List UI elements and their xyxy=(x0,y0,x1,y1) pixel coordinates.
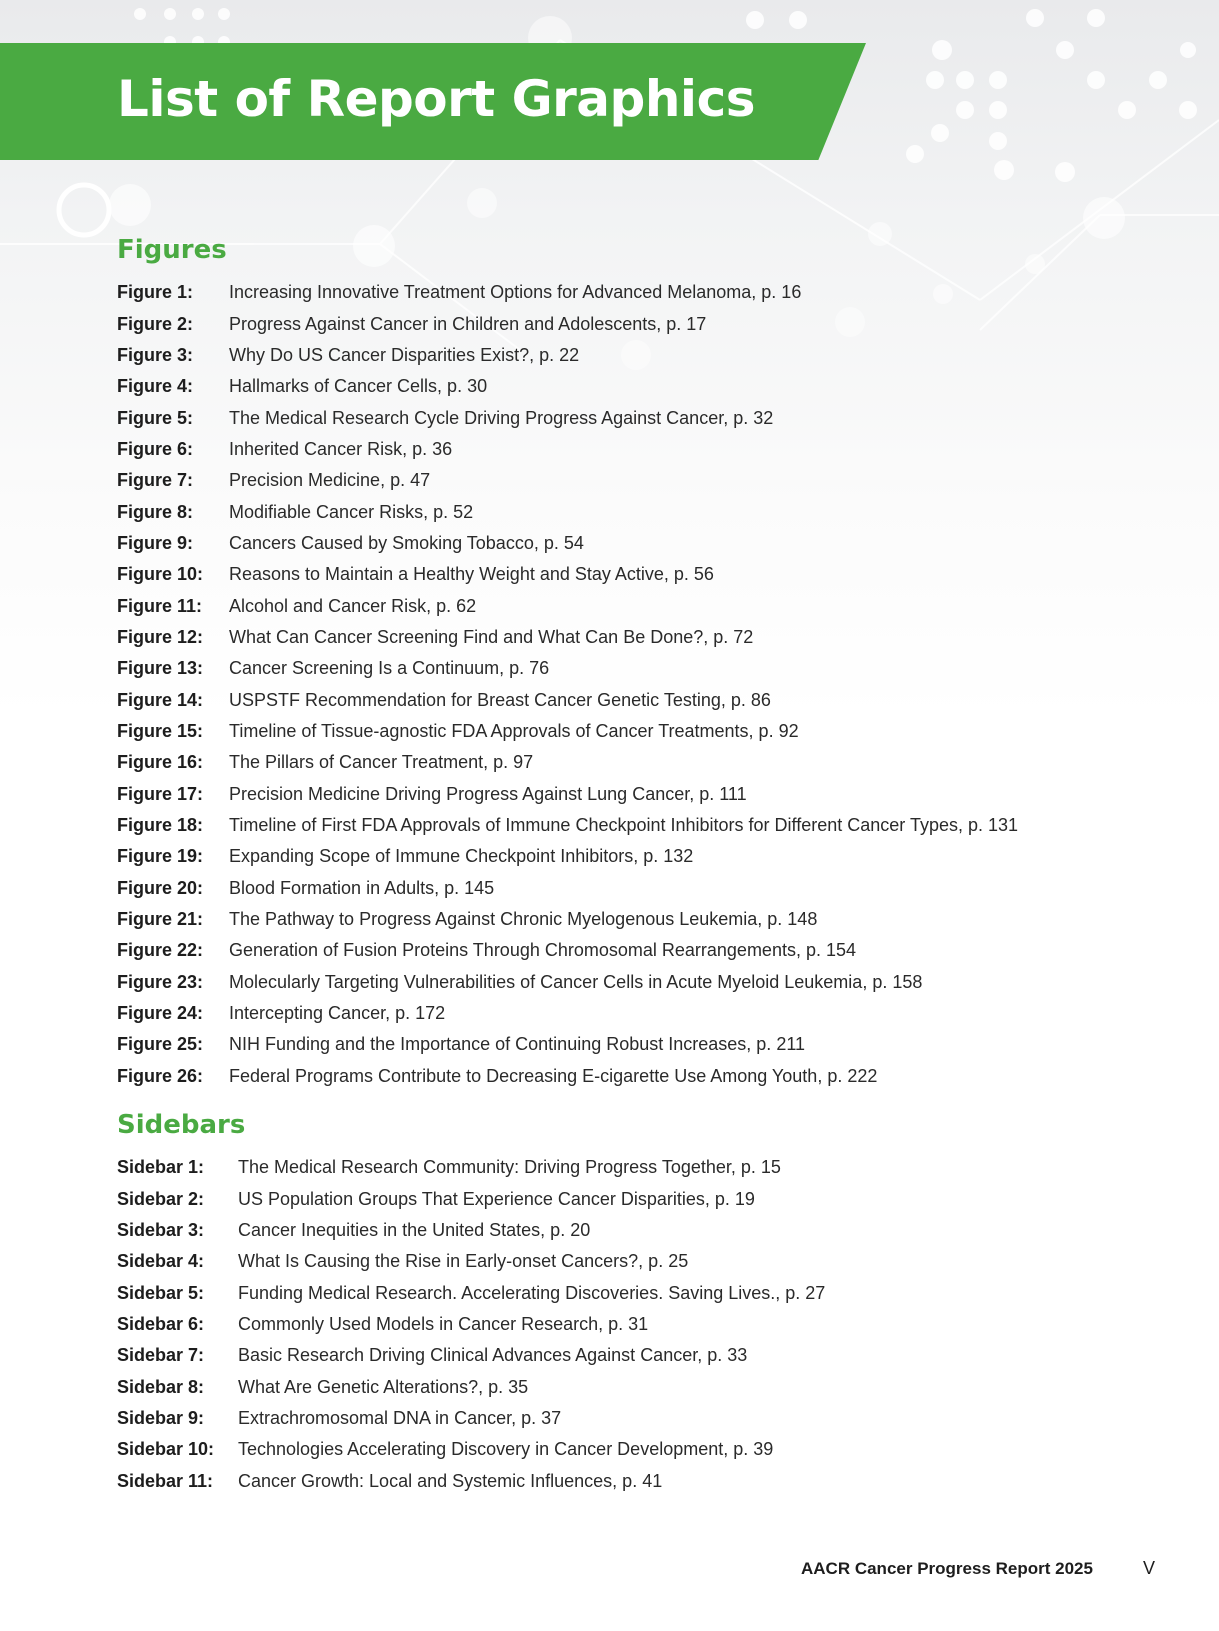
figure-item-title: Precision Medicine, p. 47 xyxy=(229,470,431,491)
figure-item-label: Figure 15: xyxy=(117,720,204,741)
sidebar-item xyxy=(117,1309,825,1340)
sidebar-item xyxy=(117,1340,825,1371)
figure-item xyxy=(117,904,1018,935)
sidebars-heading: Sidebars xyxy=(117,1110,246,1140)
figure-item-title: Timeline of Tissue-agnostic FDA Approvals of Cancer Treatments, p. 92 xyxy=(229,720,799,741)
figure-item-title: Generation of Fusion Proteins Through Chromosomal Rearrangements, p. 154 xyxy=(229,940,857,961)
figure-item-label: Figure 11: xyxy=(117,595,203,616)
figure-item-label: Figure 10: xyxy=(117,564,204,585)
figure-item-title: What Can Cancer Screening Find and What Can Be Done?, p. 72 xyxy=(229,626,754,647)
figure-item xyxy=(117,967,1018,998)
sidebar-item-label: Sidebar 7: xyxy=(117,1345,205,1366)
figure-item-label: Figure 18: xyxy=(117,815,204,836)
figure-item-title: Blood Formation in Adults, p. 145 xyxy=(229,877,495,898)
figure-item-title: USPSTF Recommendation for Breast Cancer Genetic Testing, p. 86 xyxy=(229,689,771,710)
figure-item xyxy=(117,496,1018,527)
figure-item-title: Expanding Scope of Immune Checkpoint Inhibitors, p. 132 xyxy=(229,846,694,867)
figure-item-label: Figure 23: xyxy=(117,971,204,992)
figure-item xyxy=(117,434,1018,465)
figure-item xyxy=(117,402,1018,433)
figure-item-label: Figure 5: xyxy=(117,407,194,428)
sidebar-item xyxy=(117,1215,825,1246)
figure-item-title: NIH Funding and the Importance of Continuing Robust Increases, p. 211 xyxy=(229,1034,806,1055)
figures-heading: Figures xyxy=(117,235,227,265)
sidebar-item-label: Sidebar 10: xyxy=(117,1439,215,1460)
sidebar-item-label: Sidebar 5: xyxy=(117,1282,205,1303)
sidebar-item xyxy=(117,1152,825,1183)
figure-item xyxy=(117,1061,1018,1092)
figure-item xyxy=(117,308,1018,339)
figure-item xyxy=(117,1029,1018,1060)
sidebar-item xyxy=(117,1465,825,1496)
figure-item-title: Inherited Cancer Risk, p. 36 xyxy=(229,438,453,459)
figure-item xyxy=(117,716,1018,747)
sidebar-item-title: What Is Causing the Rise in Early-onset Cancers?, p. 25 xyxy=(238,1251,689,1272)
figure-item xyxy=(117,841,1018,872)
figure-item-title: The Pathway to Progress Against Chronic Myelogenous Leukemia, p. 148 xyxy=(229,909,818,930)
figure-item xyxy=(117,528,1018,559)
figure-item-title: Molecularly Targeting Vulnerabilities of Cancer Cells in Acute Myeloid Leukemia, p. 158 xyxy=(229,971,923,992)
figure-item-label: Figure 20: xyxy=(117,877,204,898)
figure-item-title: The Pillars of Cancer Treatment, p. 97 xyxy=(229,752,534,773)
figure-item-label: Figure 4: xyxy=(117,376,194,397)
figure-item-title: The Medical Research Cycle Driving Progress Against Cancer, p. 32 xyxy=(229,407,774,428)
figure-item-title: Cancers Caused by Smoking Tobacco, p. 54 xyxy=(229,532,584,553)
figure-item-title: Timeline of First FDA Approvals of Immune Checkpoint Inhibitors for Different Cancer Types, p. 131 xyxy=(229,815,1019,836)
figure-item-title: Alcohol and Cancer Risk, p. 62 xyxy=(229,595,477,616)
sidebar-item-label: Sidebar 3: xyxy=(117,1219,205,1240)
figure-item-label: Figure 19: xyxy=(117,846,204,867)
figure-item xyxy=(117,653,1018,684)
sidebar-item-label: Sidebar 6: xyxy=(117,1313,205,1334)
sidebars-list xyxy=(117,1152,825,1497)
page-number: V xyxy=(1143,1558,1156,1578)
figure-item-label: Figure 9: xyxy=(117,532,194,553)
sidebar-item xyxy=(117,1277,825,1308)
figure-item xyxy=(117,998,1018,1029)
figure-item-label: Figure 13: xyxy=(117,658,204,679)
figure-item-title: Hallmarks of Cancer Cells, p. 30 xyxy=(229,376,488,397)
sidebar-item-title: Funding Medical Research. Accelerating Discoveries. Saving Lives., p. 27 xyxy=(238,1282,826,1303)
sidebar-item-label: Sidebar 8: xyxy=(117,1376,205,1397)
sidebar-item-title: Basic Research Driving Clinical Advances Against Cancer, p. 33 xyxy=(238,1345,748,1366)
figure-item xyxy=(117,747,1018,778)
sidebar-item-title: What Are Genetic Alterations?, p. 35 xyxy=(238,1376,529,1397)
sidebar-item-label: Sidebar 11: xyxy=(117,1470,214,1491)
sidebar-item-title: Technologies Accelerating Discovery in Cancer Development, p. 39 xyxy=(238,1439,774,1460)
figure-item xyxy=(117,810,1018,841)
sidebar-item-label: Sidebar 4: xyxy=(117,1251,205,1272)
figure-item xyxy=(117,340,1018,371)
figure-item xyxy=(117,684,1018,715)
figure-item-label: Figure 7: xyxy=(117,470,194,491)
figure-item-label: Figure 24: xyxy=(117,1003,204,1024)
sidebar-item-title: Commonly Used Models in Cancer Research, p. 31 xyxy=(238,1313,649,1334)
figure-item-title: Why Do US Cancer Disparities Exist?, p. 22 xyxy=(229,344,580,365)
sidebar-item-label: Sidebar 2: xyxy=(117,1188,205,1209)
figure-item-title: Precision Medicine Driving Progress Against Lung Cancer, p. 111 xyxy=(229,783,747,804)
sidebar-item-title: US Population Groups That Experience Cancer Disparities, p. 19 xyxy=(238,1188,755,1209)
figure-item-label: Figure 26: xyxy=(117,1065,204,1086)
figure-item xyxy=(117,465,1018,496)
page-title: List of Report Graphics xyxy=(117,70,755,128)
figure-item-title: Cancer Screening Is a Continuum, p. 76 xyxy=(229,658,550,679)
footer-report-title: AACR Cancer Progress Report 2025 xyxy=(801,1559,1093,1578)
sidebar-item xyxy=(117,1371,825,1402)
figure-item-label: Figure 12: xyxy=(117,626,204,647)
figure-item-title: Progress Against Cancer in Children and Adolescents, p. 17 xyxy=(229,313,707,334)
figure-item xyxy=(117,277,1018,308)
figure-item-label: Figure 8: xyxy=(117,501,194,522)
figure-item-label: Figure 21: xyxy=(117,909,204,930)
sidebar-item-title: Cancer Inequities in the United States, p. 20 xyxy=(238,1219,591,1240)
figure-item-label: Figure 2: xyxy=(117,313,194,334)
sidebar-item xyxy=(117,1246,825,1277)
sidebar-item-label: Sidebar 9: xyxy=(117,1407,205,1428)
figure-item-label: Figure 22: xyxy=(117,940,204,961)
figure-item xyxy=(117,622,1018,653)
figure-item-label: Figure 14: xyxy=(117,689,204,710)
figure-item xyxy=(117,779,1018,810)
figure-item-title: Increasing Innovative Treatment Options for Advanced Melanoma, p. 16 xyxy=(229,282,802,303)
sidebar-item xyxy=(117,1434,825,1465)
figure-item-title: Modifiable Cancer Risks, p. 52 xyxy=(229,501,474,522)
figure-item-label: Figure 3: xyxy=(117,344,194,365)
figure-item xyxy=(117,590,1018,621)
figure-item-title: Intercepting Cancer, p. 172 xyxy=(229,1003,446,1024)
figure-item-label: Figure 16: xyxy=(117,752,204,773)
figure-item-title: Reasons to Maintain a Healthy Weight and Stay Active, p. 56 xyxy=(229,564,714,585)
figure-item xyxy=(117,935,1018,966)
sidebar-item xyxy=(117,1403,825,1434)
figure-item-label: Figure 1: xyxy=(117,282,194,303)
figure-item-label: Figure 17: xyxy=(117,783,204,804)
figure-item xyxy=(117,371,1018,402)
figure-item-label: Figure 6: xyxy=(117,438,194,459)
figures-list xyxy=(117,277,1018,1092)
figure-item xyxy=(117,873,1018,904)
sidebar-item-title: Cancer Growth: Local and Systemic Influences, p. 41 xyxy=(238,1470,663,1491)
sidebar-item-title: Extrachromosomal DNA in Cancer, p. 37 xyxy=(238,1407,562,1428)
sidebar-item-label: Sidebar 1: xyxy=(117,1157,205,1178)
sidebar-item xyxy=(117,1183,825,1214)
figure-item xyxy=(117,559,1018,590)
figure-item-label: Figure 25: xyxy=(117,1034,204,1055)
sidebar-item-title: The Medical Research Community: Driving Progress Together, p. 15 xyxy=(238,1157,781,1178)
figure-item-title: Federal Programs Contribute to Decreasing E-cigarette Use Among Youth, p. 222 xyxy=(229,1065,878,1086)
